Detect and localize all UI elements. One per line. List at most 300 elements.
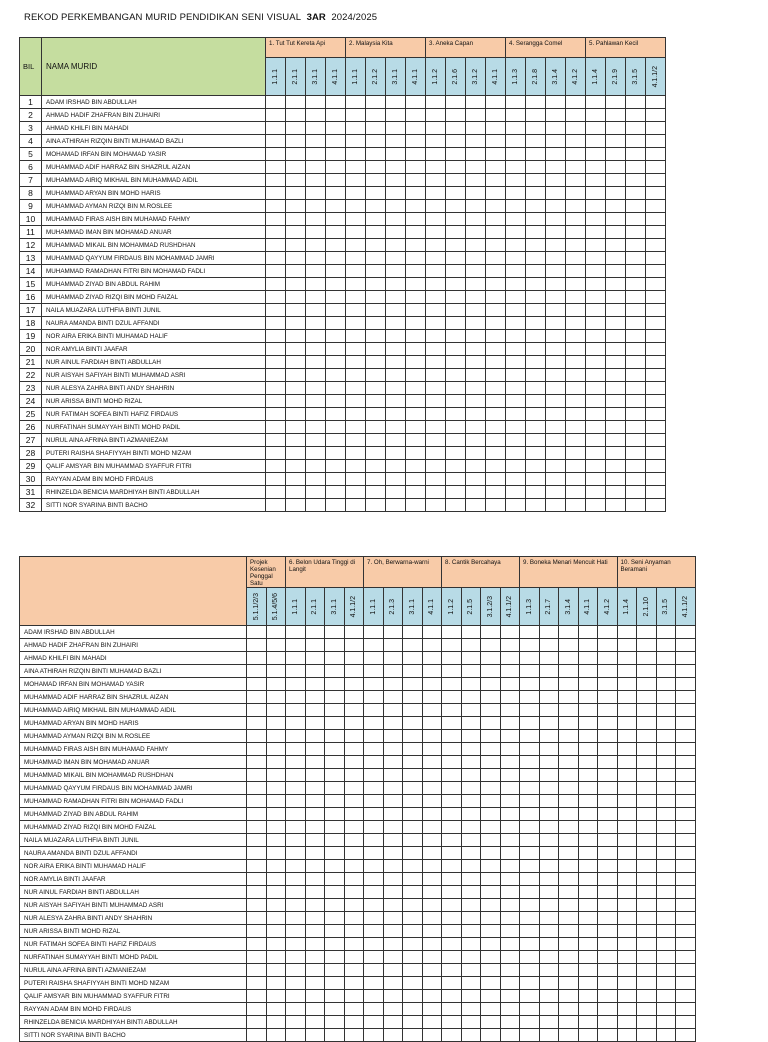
mark-cell[interactable] bbox=[578, 821, 598, 834]
mark-cell[interactable] bbox=[426, 239, 446, 252]
mark-cell[interactable] bbox=[578, 678, 598, 691]
mark-cell[interactable] bbox=[586, 499, 606, 512]
mark-cell[interactable] bbox=[606, 122, 626, 135]
mark-cell[interactable] bbox=[626, 96, 646, 109]
mark-cell[interactable] bbox=[266, 665, 286, 678]
mark-cell[interactable] bbox=[578, 769, 598, 782]
mark-cell[interactable] bbox=[446, 252, 466, 265]
mark-cell[interactable] bbox=[461, 951, 481, 964]
mark-cell[interactable] bbox=[442, 886, 462, 899]
mark-cell[interactable] bbox=[305, 834, 325, 847]
mark-cell[interactable] bbox=[266, 460, 286, 473]
mark-cell[interactable] bbox=[578, 860, 598, 873]
mark-cell[interactable] bbox=[676, 730, 696, 743]
mark-cell[interactable] bbox=[403, 912, 423, 925]
mark-cell[interactable] bbox=[286, 499, 306, 512]
mark-cell[interactable] bbox=[442, 821, 462, 834]
mark-cell[interactable] bbox=[539, 652, 559, 665]
mark-cell[interactable] bbox=[586, 135, 606, 148]
mark-cell[interactable] bbox=[346, 447, 366, 460]
mark-cell[interactable] bbox=[617, 717, 637, 730]
mark-cell[interactable] bbox=[481, 821, 501, 834]
mark-cell[interactable] bbox=[406, 96, 426, 109]
mark-cell[interactable] bbox=[422, 795, 442, 808]
mark-cell[interactable] bbox=[305, 626, 325, 639]
mark-cell[interactable] bbox=[364, 1016, 384, 1029]
mark-cell[interactable] bbox=[546, 174, 566, 187]
mark-cell[interactable] bbox=[386, 161, 406, 174]
mark-cell[interactable] bbox=[247, 912, 267, 925]
mark-cell[interactable] bbox=[606, 499, 626, 512]
mark-cell[interactable] bbox=[266, 265, 286, 278]
mark-cell[interactable] bbox=[247, 860, 267, 873]
mark-cell[interactable] bbox=[364, 925, 384, 938]
mark-cell[interactable] bbox=[266, 873, 286, 886]
mark-cell[interactable] bbox=[344, 873, 364, 886]
mark-cell[interactable] bbox=[306, 434, 326, 447]
mark-cell[interactable] bbox=[586, 213, 606, 226]
mark-cell[interactable] bbox=[344, 899, 364, 912]
mark-cell[interactable] bbox=[578, 873, 598, 886]
mark-cell[interactable] bbox=[247, 1016, 267, 1029]
mark-cell[interactable] bbox=[383, 977, 403, 990]
mark-cell[interactable] bbox=[426, 200, 446, 213]
mark-cell[interactable] bbox=[559, 769, 579, 782]
mark-cell[interactable] bbox=[481, 808, 501, 821]
mark-cell[interactable] bbox=[656, 808, 676, 821]
mark-cell[interactable] bbox=[617, 860, 637, 873]
mark-cell[interactable] bbox=[366, 434, 386, 447]
mark-cell[interactable] bbox=[305, 873, 325, 886]
mark-cell[interactable] bbox=[506, 343, 526, 356]
mark-cell[interactable] bbox=[486, 278, 506, 291]
mark-cell[interactable] bbox=[442, 795, 462, 808]
mark-cell[interactable] bbox=[446, 317, 466, 330]
mark-cell[interactable] bbox=[559, 912, 579, 925]
mark-cell[interactable] bbox=[247, 795, 267, 808]
mark-cell[interactable] bbox=[617, 756, 637, 769]
mark-cell[interactable] bbox=[526, 486, 546, 499]
mark-cell[interactable] bbox=[325, 899, 345, 912]
mark-cell[interactable] bbox=[286, 639, 306, 652]
mark-cell[interactable] bbox=[247, 990, 267, 1003]
mark-cell[interactable] bbox=[442, 769, 462, 782]
mark-cell[interactable] bbox=[500, 886, 520, 899]
mark-cell[interactable] bbox=[586, 122, 606, 135]
mark-cell[interactable] bbox=[346, 330, 366, 343]
mark-cell[interactable] bbox=[566, 460, 586, 473]
mark-cell[interactable] bbox=[481, 834, 501, 847]
mark-cell[interactable] bbox=[366, 239, 386, 252]
mark-cell[interactable] bbox=[539, 704, 559, 717]
mark-cell[interactable] bbox=[426, 187, 446, 200]
mark-cell[interactable] bbox=[383, 886, 403, 899]
mark-cell[interactable] bbox=[247, 730, 267, 743]
mark-cell[interactable] bbox=[266, 369, 286, 382]
mark-cell[interactable] bbox=[520, 925, 540, 938]
mark-cell[interactable] bbox=[325, 977, 345, 990]
mark-cell[interactable] bbox=[286, 912, 306, 925]
mark-cell[interactable] bbox=[286, 821, 306, 834]
mark-cell[interactable] bbox=[606, 226, 626, 239]
mark-cell[interactable] bbox=[364, 639, 384, 652]
mark-cell[interactable] bbox=[626, 486, 646, 499]
mark-cell[interactable] bbox=[481, 977, 501, 990]
mark-cell[interactable] bbox=[546, 252, 566, 265]
mark-cell[interactable] bbox=[559, 795, 579, 808]
mark-cell[interactable] bbox=[406, 421, 426, 434]
mark-cell[interactable] bbox=[520, 886, 540, 899]
mark-cell[interactable] bbox=[286, 369, 306, 382]
mark-cell[interactable] bbox=[617, 665, 637, 678]
mark-cell[interactable] bbox=[406, 460, 426, 473]
mark-cell[interactable] bbox=[406, 304, 426, 317]
mark-cell[interactable] bbox=[646, 135, 666, 148]
mark-cell[interactable] bbox=[305, 847, 325, 860]
mark-cell[interactable] bbox=[422, 782, 442, 795]
mark-cell[interactable] bbox=[586, 96, 606, 109]
mark-cell[interactable] bbox=[426, 473, 446, 486]
mark-cell[interactable] bbox=[344, 639, 364, 652]
mark-cell[interactable] bbox=[539, 678, 559, 691]
mark-cell[interactable] bbox=[586, 187, 606, 200]
mark-cell[interactable] bbox=[325, 691, 345, 704]
mark-cell[interactable] bbox=[637, 626, 657, 639]
mark-cell[interactable] bbox=[606, 473, 626, 486]
mark-cell[interactable] bbox=[403, 821, 423, 834]
mark-cell[interactable] bbox=[676, 626, 696, 639]
mark-cell[interactable] bbox=[539, 626, 559, 639]
mark-cell[interactable] bbox=[325, 821, 345, 834]
mark-cell[interactable] bbox=[656, 665, 676, 678]
mark-cell[interactable] bbox=[305, 691, 325, 704]
mark-cell[interactable] bbox=[306, 421, 326, 434]
mark-cell[interactable] bbox=[305, 743, 325, 756]
mark-cell[interactable] bbox=[559, 990, 579, 1003]
mark-cell[interactable] bbox=[676, 990, 696, 1003]
mark-cell[interactable] bbox=[446, 369, 466, 382]
mark-cell[interactable] bbox=[446, 265, 466, 278]
mark-cell[interactable] bbox=[286, 473, 306, 486]
mark-cell[interactable] bbox=[403, 977, 423, 990]
mark-cell[interactable] bbox=[559, 899, 579, 912]
mark-cell[interactable] bbox=[366, 200, 386, 213]
mark-cell[interactable] bbox=[506, 213, 526, 226]
mark-cell[interactable] bbox=[626, 226, 646, 239]
mark-cell[interactable] bbox=[442, 912, 462, 925]
mark-cell[interactable] bbox=[520, 899, 540, 912]
mark-cell[interactable] bbox=[325, 860, 345, 873]
mark-cell[interactable] bbox=[656, 678, 676, 691]
mark-cell[interactable] bbox=[266, 382, 286, 395]
mark-cell[interactable] bbox=[646, 395, 666, 408]
mark-cell[interactable] bbox=[305, 1003, 325, 1016]
mark-cell[interactable] bbox=[442, 678, 462, 691]
mark-cell[interactable] bbox=[626, 148, 646, 161]
mark-cell[interactable] bbox=[506, 460, 526, 473]
mark-cell[interactable] bbox=[566, 473, 586, 486]
mark-cell[interactable] bbox=[626, 317, 646, 330]
mark-cell[interactable] bbox=[286, 743, 306, 756]
mark-cell[interactable] bbox=[481, 717, 501, 730]
mark-cell[interactable] bbox=[586, 395, 606, 408]
mark-cell[interactable] bbox=[578, 1003, 598, 1016]
mark-cell[interactable] bbox=[286, 252, 306, 265]
mark-cell[interactable] bbox=[422, 899, 442, 912]
mark-cell[interactable] bbox=[326, 265, 346, 278]
mark-cell[interactable] bbox=[386, 122, 406, 135]
mark-cell[interactable] bbox=[461, 886, 481, 899]
mark-cell[interactable] bbox=[446, 187, 466, 200]
mark-cell[interactable] bbox=[626, 239, 646, 252]
mark-cell[interactable] bbox=[247, 665, 267, 678]
mark-cell[interactable] bbox=[526, 447, 546, 460]
mark-cell[interactable] bbox=[466, 226, 486, 239]
mark-cell[interactable] bbox=[403, 769, 423, 782]
mark-cell[interactable] bbox=[500, 834, 520, 847]
mark-cell[interactable] bbox=[481, 795, 501, 808]
mark-cell[interactable] bbox=[676, 873, 696, 886]
mark-cell[interactable] bbox=[383, 704, 403, 717]
mark-cell[interactable] bbox=[520, 808, 540, 821]
mark-cell[interactable] bbox=[286, 486, 306, 499]
mark-cell[interactable] bbox=[676, 938, 696, 951]
mark-cell[interactable] bbox=[539, 691, 559, 704]
mark-cell[interactable] bbox=[346, 408, 366, 421]
mark-cell[interactable] bbox=[546, 447, 566, 460]
mark-cell[interactable] bbox=[286, 291, 306, 304]
mark-cell[interactable] bbox=[366, 213, 386, 226]
mark-cell[interactable] bbox=[426, 122, 446, 135]
mark-cell[interactable] bbox=[403, 1016, 423, 1029]
mark-cell[interactable] bbox=[406, 291, 426, 304]
mark-cell[interactable] bbox=[266, 782, 286, 795]
mark-cell[interactable] bbox=[446, 356, 466, 369]
mark-cell[interactable] bbox=[406, 135, 426, 148]
mark-cell[interactable] bbox=[637, 795, 657, 808]
mark-cell[interactable] bbox=[646, 447, 666, 460]
mark-cell[interactable] bbox=[566, 252, 586, 265]
mark-cell[interactable] bbox=[617, 743, 637, 756]
mark-cell[interactable] bbox=[617, 899, 637, 912]
mark-cell[interactable] bbox=[326, 434, 346, 447]
mark-cell[interactable] bbox=[325, 756, 345, 769]
mark-cell[interactable] bbox=[446, 213, 466, 226]
mark-cell[interactable] bbox=[346, 499, 366, 512]
mark-cell[interactable] bbox=[626, 369, 646, 382]
mark-cell[interactable] bbox=[403, 808, 423, 821]
mark-cell[interactable] bbox=[286, 665, 306, 678]
mark-cell[interactable] bbox=[461, 899, 481, 912]
mark-cell[interactable] bbox=[546, 421, 566, 434]
mark-cell[interactable] bbox=[466, 122, 486, 135]
mark-cell[interactable] bbox=[539, 847, 559, 860]
mark-cell[interactable] bbox=[386, 369, 406, 382]
mark-cell[interactable] bbox=[442, 834, 462, 847]
mark-cell[interactable] bbox=[346, 278, 366, 291]
mark-cell[interactable] bbox=[426, 317, 446, 330]
mark-cell[interactable] bbox=[566, 421, 586, 434]
mark-cell[interactable] bbox=[506, 486, 526, 499]
mark-cell[interactable] bbox=[656, 704, 676, 717]
mark-cell[interactable] bbox=[386, 109, 406, 122]
mark-cell[interactable] bbox=[403, 652, 423, 665]
mark-cell[interactable] bbox=[520, 795, 540, 808]
mark-cell[interactable] bbox=[326, 278, 346, 291]
mark-cell[interactable] bbox=[442, 990, 462, 1003]
mark-cell[interactable] bbox=[500, 951, 520, 964]
mark-cell[interactable] bbox=[286, 343, 306, 356]
mark-cell[interactable] bbox=[500, 860, 520, 873]
mark-cell[interactable] bbox=[403, 964, 423, 977]
mark-cell[interactable] bbox=[586, 330, 606, 343]
mark-cell[interactable] bbox=[646, 330, 666, 343]
mark-cell[interactable] bbox=[500, 730, 520, 743]
mark-cell[interactable] bbox=[364, 1029, 384, 1042]
mark-cell[interactable] bbox=[446, 434, 466, 447]
mark-cell[interactable] bbox=[646, 421, 666, 434]
mark-cell[interactable] bbox=[578, 730, 598, 743]
mark-cell[interactable] bbox=[326, 200, 346, 213]
mark-cell[interactable] bbox=[286, 626, 306, 639]
mark-cell[interactable] bbox=[586, 239, 606, 252]
mark-cell[interactable] bbox=[442, 691, 462, 704]
mark-cell[interactable] bbox=[442, 925, 462, 938]
mark-cell[interactable] bbox=[539, 912, 559, 925]
mark-cell[interactable] bbox=[481, 899, 501, 912]
mark-cell[interactable] bbox=[637, 808, 657, 821]
mark-cell[interactable] bbox=[526, 499, 546, 512]
mark-cell[interactable] bbox=[546, 135, 566, 148]
mark-cell[interactable] bbox=[646, 434, 666, 447]
mark-cell[interactable] bbox=[676, 717, 696, 730]
mark-cell[interactable] bbox=[403, 743, 423, 756]
mark-cell[interactable] bbox=[442, 847, 462, 860]
mark-cell[interactable] bbox=[247, 925, 267, 938]
mark-cell[interactable] bbox=[676, 964, 696, 977]
mark-cell[interactable] bbox=[344, 860, 364, 873]
mark-cell[interactable] bbox=[539, 743, 559, 756]
mark-cell[interactable] bbox=[426, 278, 446, 291]
mark-cell[interactable] bbox=[306, 382, 326, 395]
mark-cell[interactable] bbox=[626, 473, 646, 486]
mark-cell[interactable] bbox=[546, 161, 566, 174]
mark-cell[interactable] bbox=[646, 304, 666, 317]
mark-cell[interactable] bbox=[598, 808, 618, 821]
mark-cell[interactable] bbox=[578, 639, 598, 652]
mark-cell[interactable] bbox=[305, 821, 325, 834]
mark-cell[interactable] bbox=[446, 239, 466, 252]
mark-cell[interactable] bbox=[364, 769, 384, 782]
mark-cell[interactable] bbox=[442, 717, 462, 730]
mark-cell[interactable] bbox=[266, 769, 286, 782]
mark-cell[interactable] bbox=[526, 330, 546, 343]
mark-cell[interactable] bbox=[546, 200, 566, 213]
mark-cell[interactable] bbox=[656, 847, 676, 860]
mark-cell[interactable] bbox=[286, 213, 306, 226]
mark-cell[interactable] bbox=[598, 834, 618, 847]
mark-cell[interactable] bbox=[486, 122, 506, 135]
mark-cell[interactable] bbox=[598, 652, 618, 665]
mark-cell[interactable] bbox=[578, 756, 598, 769]
mark-cell[interactable] bbox=[481, 691, 501, 704]
mark-cell[interactable] bbox=[306, 265, 326, 278]
mark-cell[interactable] bbox=[346, 226, 366, 239]
mark-cell[interactable] bbox=[646, 174, 666, 187]
mark-cell[interactable] bbox=[286, 847, 306, 860]
mark-cell[interactable] bbox=[656, 652, 676, 665]
mark-cell[interactable] bbox=[606, 96, 626, 109]
mark-cell[interactable] bbox=[383, 717, 403, 730]
mark-cell[interactable] bbox=[344, 665, 364, 678]
mark-cell[interactable] bbox=[626, 382, 646, 395]
mark-cell[interactable] bbox=[366, 317, 386, 330]
mark-cell[interactable] bbox=[526, 317, 546, 330]
mark-cell[interactable] bbox=[506, 395, 526, 408]
mark-cell[interactable] bbox=[461, 626, 481, 639]
mark-cell[interactable] bbox=[326, 226, 346, 239]
mark-cell[interactable] bbox=[446, 395, 466, 408]
mark-cell[interactable] bbox=[586, 174, 606, 187]
mark-cell[interactable] bbox=[526, 161, 546, 174]
mark-cell[interactable] bbox=[326, 499, 346, 512]
mark-cell[interactable] bbox=[598, 626, 618, 639]
mark-cell[interactable] bbox=[546, 434, 566, 447]
mark-cell[interactable] bbox=[403, 717, 423, 730]
mark-cell[interactable] bbox=[426, 408, 446, 421]
mark-cell[interactable] bbox=[486, 148, 506, 161]
mark-cell[interactable] bbox=[606, 239, 626, 252]
mark-cell[interactable] bbox=[566, 200, 586, 213]
mark-cell[interactable] bbox=[286, 1016, 306, 1029]
mark-cell[interactable] bbox=[266, 473, 286, 486]
mark-cell[interactable] bbox=[676, 847, 696, 860]
mark-cell[interactable] bbox=[266, 395, 286, 408]
mark-cell[interactable] bbox=[406, 382, 426, 395]
mark-cell[interactable] bbox=[386, 486, 406, 499]
mark-cell[interactable] bbox=[546, 356, 566, 369]
mark-cell[interactable] bbox=[626, 434, 646, 447]
mark-cell[interactable] bbox=[646, 109, 666, 122]
mark-cell[interactable] bbox=[346, 148, 366, 161]
mark-cell[interactable] bbox=[403, 1029, 423, 1042]
mark-cell[interactable] bbox=[506, 226, 526, 239]
mark-cell[interactable] bbox=[559, 665, 579, 678]
mark-cell[interactable] bbox=[506, 499, 526, 512]
mark-cell[interactable] bbox=[559, 691, 579, 704]
mark-cell[interactable] bbox=[656, 717, 676, 730]
mark-cell[interactable] bbox=[486, 434, 506, 447]
mark-cell[interactable] bbox=[566, 395, 586, 408]
mark-cell[interactable] bbox=[500, 769, 520, 782]
mark-cell[interactable] bbox=[506, 447, 526, 460]
mark-cell[interactable] bbox=[306, 278, 326, 291]
mark-cell[interactable] bbox=[566, 226, 586, 239]
mark-cell[interactable] bbox=[247, 743, 267, 756]
mark-cell[interactable] bbox=[656, 1029, 676, 1042]
mark-cell[interactable] bbox=[306, 330, 326, 343]
mark-cell[interactable] bbox=[422, 925, 442, 938]
mark-cell[interactable] bbox=[617, 1029, 637, 1042]
mark-cell[interactable] bbox=[520, 782, 540, 795]
mark-cell[interactable] bbox=[426, 265, 446, 278]
mark-cell[interactable] bbox=[578, 808, 598, 821]
mark-cell[interactable] bbox=[539, 717, 559, 730]
mark-cell[interactable] bbox=[326, 187, 346, 200]
mark-cell[interactable] bbox=[598, 691, 618, 704]
mark-cell[interactable] bbox=[286, 174, 306, 187]
mark-cell[interactable] bbox=[598, 912, 618, 925]
